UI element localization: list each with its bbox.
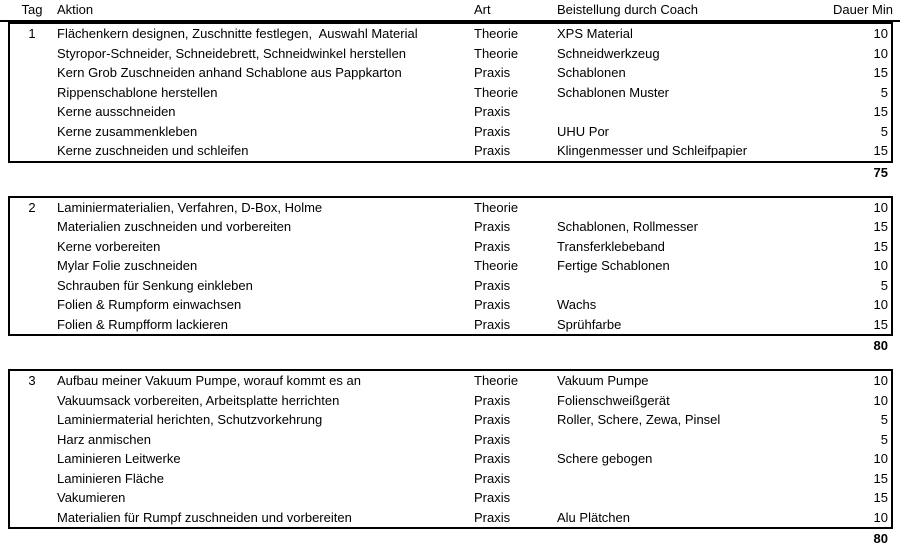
art-cell: Praxis bbox=[474, 238, 511, 254]
aktion-cell: Styropor-Schneider, Schneidebrett, Schneidwinkel herstellen bbox=[57, 45, 407, 61]
table-row bbox=[10, 122, 891, 142]
dauer-min-cell: 10 bbox=[873, 297, 888, 312]
table-row bbox=[10, 410, 891, 430]
table-row bbox=[10, 276, 891, 296]
dauer-min-cell: 10 bbox=[873, 199, 888, 215]
table-row bbox=[10, 217, 891, 237]
beistellung-cell: Schablonen Muster bbox=[557, 84, 670, 100]
table-row bbox=[10, 141, 891, 161]
aktion-cell: Kerne zusammenkleben bbox=[57, 123, 198, 139]
aktion-cell: Laminieren Leitwerke bbox=[57, 451, 181, 466]
beistellung-cell: Roller, Schere, Zewa, Pinsel bbox=[557, 412, 721, 427]
aktion-cell: Laminieren Fläche bbox=[57, 470, 164, 486]
aktion-cell: Aufbau meiner Vakuum Pumpe, worauf kommt es an bbox=[57, 373, 361, 388]
dauer-min-cell: 10 bbox=[873, 373, 888, 388]
aktion-cell: Kerne vorbereiten bbox=[57, 238, 161, 254]
art-cell: Praxis bbox=[474, 143, 511, 158]
aktion-cell: Kern Grob Zuschneiden anhand Schablone aus Pappkarton bbox=[57, 65, 402, 80]
table-row bbox=[10, 83, 891, 103]
aktion-cell: Laminiermaterialien, Verfahren, D-Box, Holme bbox=[57, 199, 323, 215]
day-number-cell: 3 bbox=[28, 373, 36, 388]
art-cell: Praxis bbox=[474, 412, 511, 427]
art-cell: Praxis bbox=[474, 316, 511, 332]
total-minutes-value: 80 bbox=[873, 338, 888, 353]
dauer-min-cell: 15 bbox=[873, 316, 888, 332]
block-total-row bbox=[0, 163, 900, 183]
total-minutes-value: 75 bbox=[873, 164, 888, 180]
table-row bbox=[10, 508, 891, 528]
art-cell: Theorie bbox=[474, 26, 519, 41]
day-block bbox=[8, 196, 893, 337]
table-row bbox=[10, 198, 891, 218]
dauer-min-cell: 5 bbox=[880, 431, 888, 447]
dauer-min-cell: 10 bbox=[873, 451, 888, 466]
art-cell: Theorie bbox=[474, 373, 519, 388]
column-header-tag: Tag bbox=[21, 2, 43, 17]
art-cell: Praxis bbox=[474, 277, 511, 293]
dauer-min-cell: 15 bbox=[873, 238, 888, 254]
dauer-min-cell: 15 bbox=[873, 143, 888, 158]
beistellung-cell: Vakuum Pumpe bbox=[557, 373, 649, 388]
table-row bbox=[10, 44, 891, 64]
beistellung-cell: Schere gebogen bbox=[557, 451, 653, 466]
beistellung-cell: Transferklebeband bbox=[557, 238, 665, 254]
dauer-min-cell: 15 bbox=[873, 65, 888, 80]
beistellung-cell: UHU Por bbox=[557, 123, 610, 139]
column-header-aktion: Aktion bbox=[57, 2, 94, 17]
aktion-cell: Vakumieren bbox=[57, 490, 126, 505]
block-total-row bbox=[0, 529, 900, 549]
table-row bbox=[10, 102, 891, 122]
table-row bbox=[10, 256, 891, 276]
aktion-cell: Laminiermaterial herichten, Schutzvorkehrung bbox=[57, 412, 323, 427]
aktion-cell: Kerne zuschneiden und schleifen bbox=[57, 143, 249, 158]
column-header-beistellung: Beistellung durch Coach bbox=[557, 2, 698, 17]
table-header bbox=[0, 0, 900, 22]
beistellung-cell: Wachs bbox=[557, 297, 597, 312]
art-cell: Praxis bbox=[474, 123, 511, 139]
beistellung-cell: Schablonen bbox=[557, 65, 626, 80]
table-row bbox=[10, 24, 891, 44]
beistellung-cell: XPS Material bbox=[557, 26, 633, 41]
art-cell: Praxis bbox=[474, 509, 511, 525]
aktion-cell: Materialien für Rumpf zuschneiden und vorbereiten bbox=[57, 509, 352, 525]
art-cell: Theorie bbox=[474, 199, 519, 215]
dauer-min-cell: 15 bbox=[873, 104, 888, 119]
table-row bbox=[10, 391, 891, 411]
block-total-row bbox=[0, 336, 900, 356]
art-cell: Theorie bbox=[474, 45, 519, 61]
day-number-cell: 1 bbox=[28, 26, 36, 41]
table-row bbox=[10, 371, 891, 391]
table-row bbox=[10, 488, 891, 508]
day-blocks-container bbox=[0, 22, 900, 549]
beistellung-cell: Schneidwerkzeug bbox=[557, 45, 660, 61]
beistellung-cell: Alu Plätchen bbox=[557, 509, 630, 525]
table-row bbox=[10, 449, 891, 469]
dauer-min-cell: 15 bbox=[873, 490, 888, 505]
dauer-min-cell: 10 bbox=[873, 26, 888, 41]
dauer-min-cell: 10 bbox=[873, 45, 888, 61]
dauer-min-cell: 5 bbox=[880, 123, 888, 139]
aktion-cell: Schrauben für Senkung einkleben bbox=[57, 277, 253, 293]
art-cell: Theorie bbox=[474, 84, 519, 100]
dauer-min-cell: 10 bbox=[873, 392, 888, 408]
aktion-cell: Folien & Rumpfform lackieren bbox=[57, 316, 228, 332]
column-header-dauer-min: Dauer Min bbox=[833, 2, 893, 17]
art-cell: Praxis bbox=[474, 431, 511, 447]
table-row bbox=[10, 469, 891, 489]
beistellung-cell: Folienschweißgerät bbox=[557, 392, 670, 408]
dauer-min-cell: 5 bbox=[880, 84, 888, 100]
art-cell: Praxis bbox=[474, 392, 511, 408]
day-number-cell: 2 bbox=[28, 199, 36, 215]
aktion-cell: Rippenschablone herstellen bbox=[57, 84, 218, 100]
table-row bbox=[10, 63, 891, 83]
day-block bbox=[8, 369, 893, 529]
aktion-cell: Harz anmischen bbox=[57, 431, 151, 447]
aktion-cell: Vakuumsack vorbereiten, Arbeitsplatte herrichten bbox=[57, 392, 340, 408]
art-cell: Praxis bbox=[474, 470, 511, 486]
beistellung-cell: Sprühfarbe bbox=[557, 316, 622, 332]
table-row bbox=[10, 430, 891, 450]
art-cell: Praxis bbox=[474, 297, 511, 312]
art-cell: Praxis bbox=[474, 451, 511, 466]
aktion-cell: Materialien zuschneiden und vorbereiten bbox=[57, 219, 292, 234]
dauer-min-cell: 10 bbox=[873, 258, 888, 273]
dauer-min-cell: 15 bbox=[873, 219, 888, 234]
table-row bbox=[10, 237, 891, 257]
dauer-min-cell: 10 bbox=[873, 509, 888, 525]
dauer-min-cell: 15 bbox=[873, 470, 888, 486]
art-cell: Praxis bbox=[474, 104, 511, 119]
aktion-cell: Mylar Folie zuschneiden bbox=[57, 258, 198, 273]
column-header-art: Art bbox=[474, 2, 491, 17]
aktion-cell: Folien & Rumpform einwachsen bbox=[57, 297, 242, 312]
art-cell: Praxis bbox=[474, 490, 511, 505]
aktion-cell: Kerne ausschneiden bbox=[57, 104, 176, 119]
total-minutes-value: 80 bbox=[873, 531, 888, 546]
day-block bbox=[8, 22, 893, 163]
beistellung-cell: Schablonen, Rollmesser bbox=[557, 219, 698, 234]
aktion-cell: Flächenkern designen, Zuschnitte festlegen, Auswahl Material bbox=[57, 26, 418, 41]
art-cell: Theorie bbox=[474, 258, 519, 273]
beistellung-cell: Klingenmesser und Schleifpapier bbox=[557, 143, 748, 158]
art-cell: Praxis bbox=[474, 219, 511, 234]
beistellung-cell: Fertige Schablonen bbox=[557, 258, 670, 273]
table-row bbox=[10, 295, 891, 315]
art-cell: Praxis bbox=[474, 65, 511, 80]
table-row bbox=[10, 315, 891, 335]
dauer-min-cell: 5 bbox=[880, 412, 888, 427]
dauer-min-cell: 5 bbox=[880, 277, 888, 293]
